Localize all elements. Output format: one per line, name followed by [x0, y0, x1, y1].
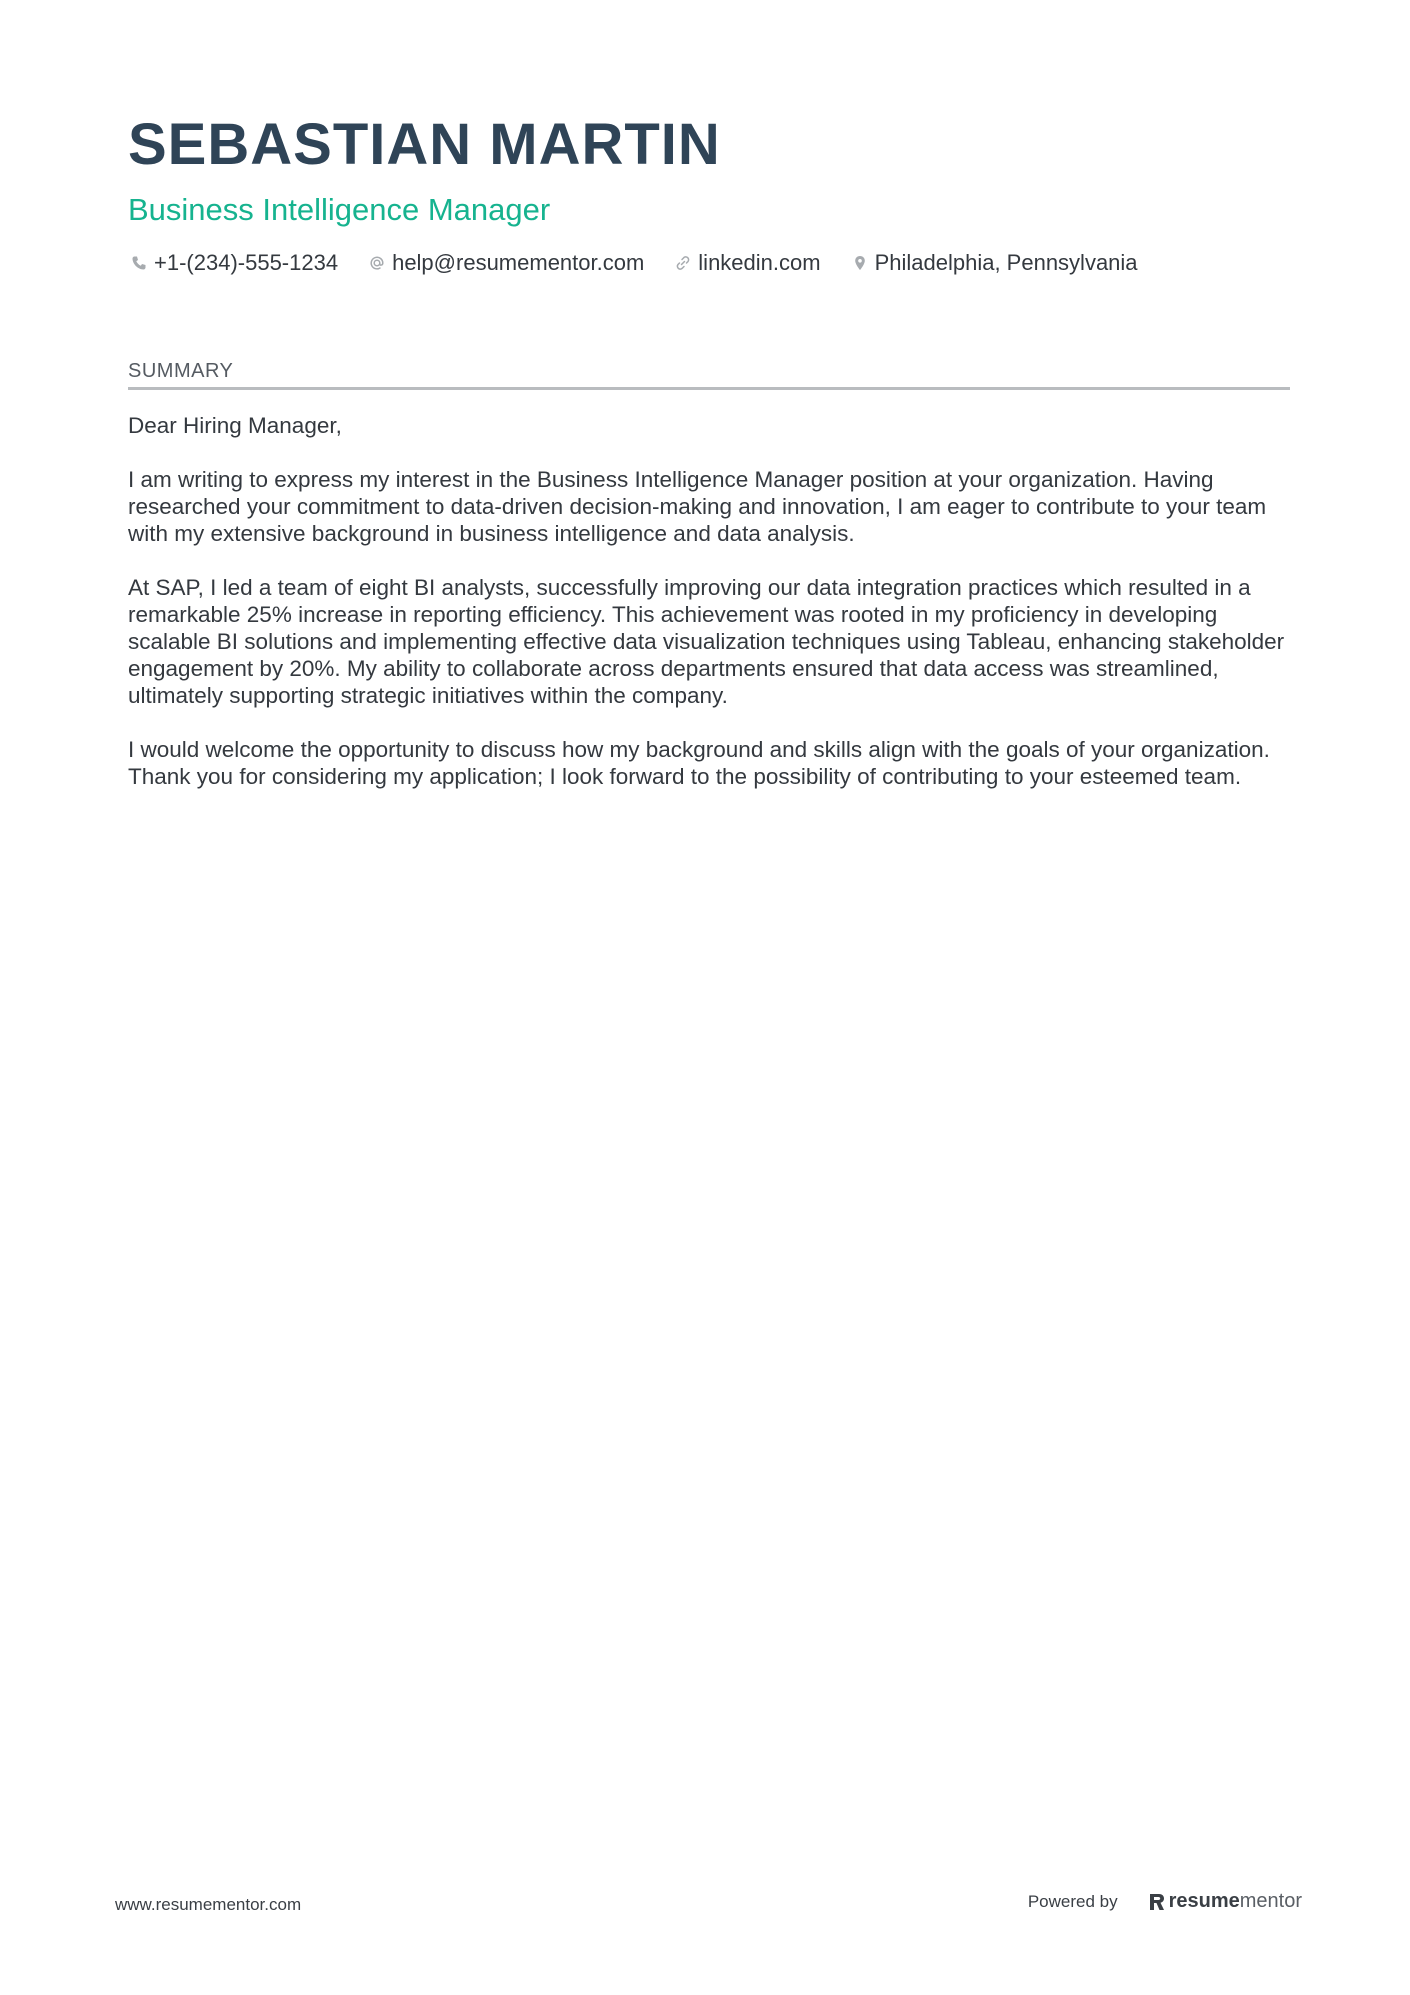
link-icon — [672, 252, 694, 274]
location-text: Philadelphia, Pennsylvania — [874, 250, 1138, 275]
contact-email — [366, 250, 644, 276]
resumementor-logo[interactable] — [1148, 1890, 1302, 1913]
linkedin-text[interactable]: linkedin.com — [698, 250, 821, 275]
phone-text[interactable]: +1-(234)-555-1234 — [154, 250, 339, 275]
contact-phone — [128, 250, 338, 276]
contact-location — [849, 250, 1138, 276]
contact-linkedin — [672, 250, 820, 276]
cover-letter-body — [128, 412, 1290, 790]
letter-greeting: Dear Hiring Manager, — [128, 413, 342, 438]
job-title: Business Intelligence Manager — [128, 192, 551, 227]
footer-branding — [1028, 1890, 1302, 1913]
letter-paragraph: At SAP, I led a team of eight BI analysts, successfully improving our data integration practices which resulted in a remarkable 25% increase in reporting efficiency. This achievement was rooted in my proficiency in developing scalable BI solutions and implementing effective data visualization techniques using Tableau, enhancing stakeholder engagement by 20%. My ability to collaborate across departments ensured that data access was streamlined, ultimately supporting strategic initiatives within the company. — [128, 575, 1285, 708]
section-title-summary: SUMMARY — [128, 360, 1290, 390]
powered-by-label: Powered by — [1027, 1891, 1118, 1911]
brand-name-part2: mentor — [1239, 1890, 1302, 1912]
letter-paragraph: I am writing to express my interest in the Business Intelligence Manager position at your organization. Having researched your commitment to data-driven decision-making and innovation, I am eager to contribute to your team with my extensive background in business intelligence and data analysis. — [128, 467, 1267, 546]
contact-bar — [128, 250, 1290, 276]
resume-page — [128, 110, 1290, 817]
letter-paragraph: I would welcome the opportunity to discuss how my background and skills align with the goals of your organization. Thank you for considering my application; I look forward to the possibility of contributing to your esteemed team. — [128, 737, 1270, 789]
brand-name-part1: resume — [1168, 1890, 1240, 1912]
at-icon — [366, 252, 388, 274]
location-pin-icon — [849, 252, 871, 274]
phone-icon — [128, 252, 150, 274]
resumementor-logo-icon — [1148, 1892, 1166, 1912]
candidate-name: SEBASTIAN MARTIN — [128, 112, 721, 177]
email-text[interactable]: help@resumementor.com — [392, 250, 645, 275]
footer-website[interactable]: www.resumementor.com — [115, 1895, 302, 1914]
